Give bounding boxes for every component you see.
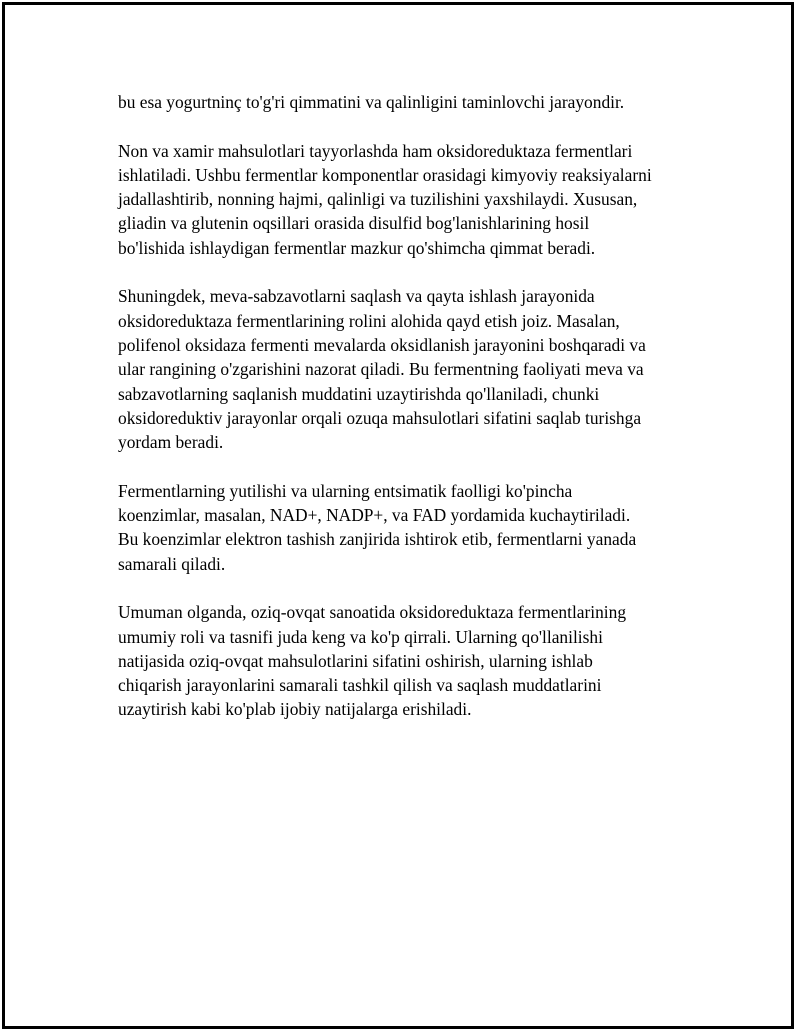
paragraph-4: Fermentlarning yutilishi va ularning entsimatik faolligi ko'pincha koenzimlar, masalan, NAD+, NADP+, va FAD yordamida kuchaytiriladi. Bu koenzimlar elektron tashish zanjirida ishtirok etib, fermentlarni yanada samarali qiladi. <box>118 480 637 574</box>
paragraph-5: Umuman olganda, oziq-ovqat sanoatida oksidoreduktaza fermentlarining umumiy roli va tasnifi juda keng va ko'p qirrali. Ularning qo'llanilishi natijasida oziq-ovqat mahsulotlarini sifatini oshirish, ularning ishlab chiqarish jarayonlarini samarali tashkil qilish va saqlash muddatlarini uzaytirish kabi ko'plab ijobiy natijalarga erishiladi. <box>118 602 627 720</box>
document-body <box>118 90 688 746</box>
paragraph-3: Shuningdek, meva-sabzavotlarni saqlash va qayta ishlash jarayonida oksidoreduktaza fermentlarining rolini alohida qayd etish joiz. Masalan, polifenol oksidaza fermenti mevalarda oksidlanish jarayonini boshqaradi va ular rangining o'zgarishini nazorat qiladi. Bu fermentning faoliyati meva va sabzavotlarning saqlanish muddatini uzaytirishda qo'llaniladi, chunki oksidoreduktiv jarayonlar orqali ozuqa mahsulotlari sifatini saqlab turishga yordam beradi. <box>118 286 646 453</box>
paragraph-1: bu esa yogurtninç to'g'ri qimmatini va qalinligini taminlovchi jarayondir. <box>118 92 625 112</box>
paragraph-2: Non va xamir mahsulotlari tayyorlashda ham oksidoreduktaza fermentlari ishlatiladi. Ushbu fermentlar komponentlar orasidagi kimyoviy reaksiyalarni jadallashtirib, nonning hajmi, qalinligi va tuzilishini yaxshilaydi. Xususan, gliadin va glutenin oqsillari orasida disulfid bog'lanishlarining hosil bo'lishida ishlaydigan fermentlar mazkur qo'shimcha qimmat beradi. <box>118 140 652 258</box>
